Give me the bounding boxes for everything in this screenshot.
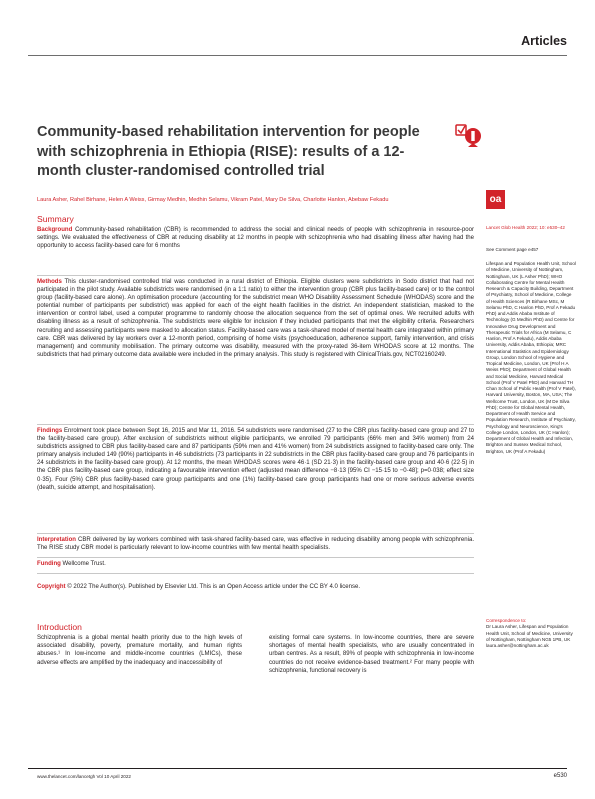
section-label: Articles [521, 34, 567, 48]
correspondence [486, 618, 576, 649]
background-label: Background [37, 227, 73, 233]
divider [37, 557, 474, 558]
findings-label: Findings [37, 428, 63, 434]
header-rule [28, 55, 567, 56]
divider [37, 424, 474, 425]
methods-label: Methods [37, 279, 62, 285]
funding-label: Funding [37, 561, 61, 567]
affiliations: Lifespan and Population Health Unit, School of Medicine, University of Nottingham, Nottingham, UK (L Asher PhD); WHO Collaborating Centre for Mental Health Research & Capacity Building, Department of Psychiatry, School of Medicine, College of Health Sciences (R Birhane MSc, M Selamu PhD, C Hanlon PhD, Prof A Fekadu PhD) and Addis Ababa Institute of Technology (G Medhin PhD) and Centre for Innovative Drug Development and Therapeutic Trials for Africa (M Selamu, C Hanlon, Prof A Fekadu), Addis Ababa University, Addis Ababa, Ethiopia; MRC International Statistics and Epidemiology Group, London School of Hygiene and Tropical Medicine, London, UK (Prof H A Weiss PhD); Department of Global Health and Social Medicine, Harvard Medical School (Prof V Patel PhD) and Harvard TH Chan School of Public Health (Prof V Patel), Harvard University, Boston, MA, USA; The Wellcome Trust, London, UK (M De Silva PhD); Centre for Global Mental Health, Department of Health Service and Population Research, Institute of Psychiatry, Psychology and Neuroscience, King's College London, London, UK (C Hanlon); Department of Global Health and Infection, Brighton and Sussex Medical School, Brighton, UK (Prof A Fekadu) [486, 261, 576, 454]
copyright-text: © 2022 The Author(s). Published by Elsevier Ltd. This is an Open Access article under the CC BY 4.0 license. [67, 584, 361, 590]
correspondence-text: Dr Laura Asher, Lifespan and Population Health Unit, School of Medicine, University of Nottingham, Nottingham NG5 1PB, UK [486, 624, 573, 642]
divider [37, 275, 474, 276]
background-paragraph [37, 226, 474, 250]
interpretation-text: CBR delivered by lay workers combined with task-shared facility-based care, was effective in reducing disability among people with schizophrenia. The RISE study CBR model is particularly relevant to low-income countries with few mental health specialists. [37, 537, 474, 552]
background-text: Community-based rehabilitation (CBR) is recommended to address the social and clinical needs of people with schizophrenia in resource-poor settings. We evaluated the effectiveness of CBR at reducing disability at 12 months in people with schizophrenia who had disabling illness after having had the opportunity to access facility-based care for 6 months [37, 227, 474, 250]
intro-column-1: Schizophrenia is a global mental health priority due to the high levels of associated disability, poverty, premature mortality, and human rights abuses.¹ In low-income and middle-income countries (LMICs), these adverse effects are amplified by the inadequacy and inaccessibility of [37, 635, 242, 666]
correspondence-label: Correspondence to: [486, 618, 527, 623]
findings-text: Enrolment took place between Sept 16, 2015 and Mar 11, 2016. 54 subdistricts were randomised (27 to the CBR plus facility-based care group and 27 to the facility-based care group). After exclusion of subdistricts without eligible participants, we enrolled 79 participants (66% men and 34% women) from 24 subdistricts assigned to CBR plus facility-based care and 87 participants (59% men and 41% women) from 24 subdistricts assigned to facility-based care only. The primary analysis included 149 (90%) participants in 46 subdistricts (73 participants in 22 subdistricts in the CBR plus facility-based care group and 76 participants in 24 subdistricts in the facility-based care group). At 12 months, the mean WHODAS scores were 46·1 (SD 21·3) in the facility-based care group and 40·6 (22·5) in the CBR plus facility-based care group, indicating a favourable intervention effect (adjusted mean difference −8·13 [95% CI −15·15 to −0·48]; p=0·038; effect size 0·35). Four (5%) CBR plus facility-based care group participants and one (1%) facility-based care group participants had one or more serious adverse events (death, suicide attempt, and hospitalisation). [37, 428, 474, 491]
copyright-paragraph [37, 583, 474, 591]
methods-text: This cluster-randomised controlled trial was conducted in a rural district of Ethiopia. Eligible clusters were subdistricts in Sodo district that had not participated in the pilot study. Available subdistricts were randomised (in a 1:1 ratio) to either the intervention group (CBR plus facility-based care) or to the control group (facility-based care alone). An optimisation procedure (accounting for the subdistrict mean WHO Disability Assessment Schedule (WHODAS) score and the potential number of participants per subdistrict) was applied for each of the eight health facilities in the district. An independent statistician, masked to the intervention or control label, used a computer programme to randomly choose the allocation sequence from the set of optimal ones. We recruited adults with disabling illness as a result of schizophrenia. The subdistricts were eligible for inclusion if they included participants that met the eligibility criteria. Researchers recruiting and assessing participants were masked to allocation status. Facility-based care was a task-shared model of mental health care integrated within primary care. CBR was delivered by lay workers over a 12-month period, comprising of home visits (psychoeducation, adherence support, family intervention, and crisis management) and community mobilisation. The primary outcome was disability, measured with the proxy-rated 36-item WHODAS score at 12 months. The subdistricts that had primary outcome data available were included in the primary analysis. This study is registered with ClinicalTrials.gov, NCT02160249. [37, 279, 474, 358]
open-access-badge: oa [486, 190, 505, 209]
copyright-label: Copyright [37, 584, 66, 590]
divider [37, 573, 474, 574]
divider [37, 533, 474, 534]
intro-column-2: existing formal care systems. In low-income countries, there are severe shortages of mental health specialists, who are usually concentrated in urban centres. As a result, 89% of people with schizophrenia in low-income countries do not receive evidence-based treatment.² For many people with schizophrenia, functional recovery is [269, 635, 474, 674]
interpretation-label: Interpretation [37, 537, 76, 543]
introduction-heading: Introduction [37, 622, 82, 632]
comment-link[interactable] [486, 247, 576, 253]
findings-paragraph [37, 427, 474, 492]
interpretation-paragraph [37, 536, 474, 552]
journal-ref: Lancet Glob Health 2022; 10: e530–42 [486, 225, 565, 230]
funding-text: Wellcome Trust. [62, 561, 106, 567]
methods-paragraph [37, 278, 474, 359]
footer-rule [28, 768, 567, 769]
comment-text[interactable]: See Comment page e457 [486, 247, 539, 252]
journal-reference [486, 225, 576, 231]
crossmark-icon[interactable] [455, 121, 485, 149]
article-title: Community-based rehabilitation intervention for people with schizophrenia in Ethiopia (RISE): results of a 12-month cluster-randomised controlled trial [37, 124, 420, 179]
footer-journal[interactable]: www.thelancet.com/lancetgh Vol 10 April 2022 [37, 774, 131, 779]
author-list: Laura Asher, Rahel Birhane, Helen A Weiss, Girmay Medhin, Medhin Selamu, Vikram Patel, Mary De Silva, Charlotte Hanlon, Abebaw Fekadu [37, 197, 389, 203]
correspondence-email[interactable]: laura.asher@nottingham.ac.uk [486, 643, 549, 648]
page-number: e530 [553, 773, 567, 779]
summary-heading: Summary [37, 214, 74, 224]
funding-paragraph [37, 560, 474, 568]
